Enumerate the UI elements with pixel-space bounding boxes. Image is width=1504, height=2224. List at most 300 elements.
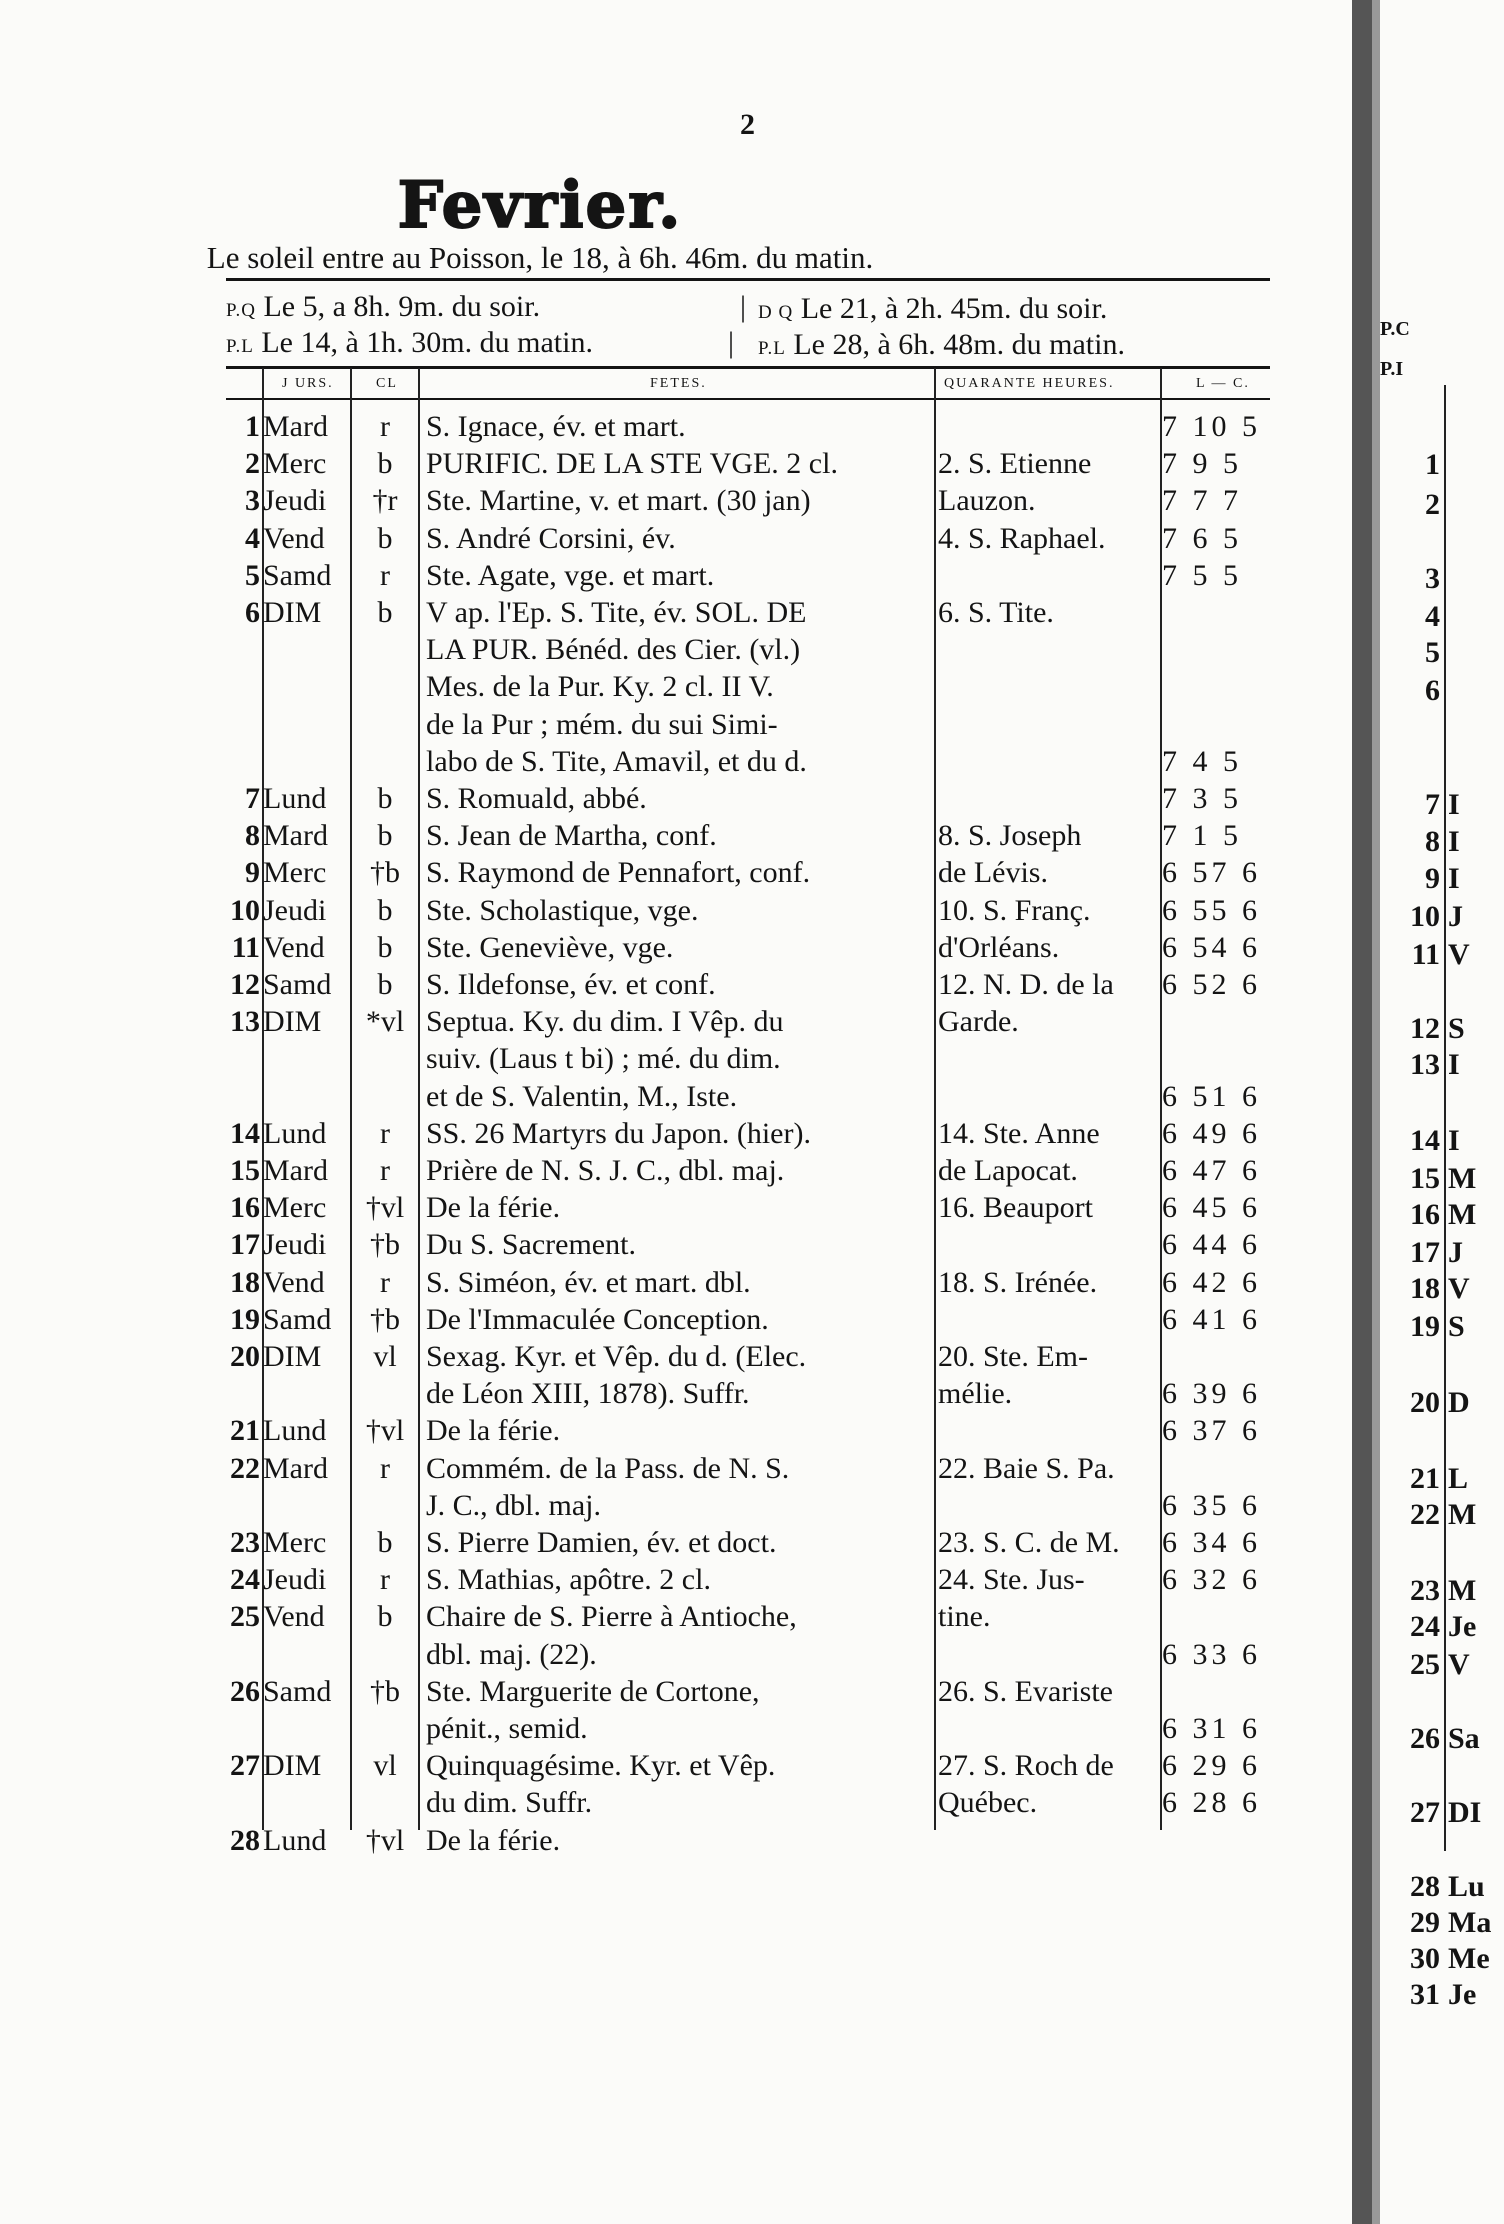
cell-qh: 8. S. Joseph xyxy=(938,819,1082,853)
table-row xyxy=(0,1450,1300,1488)
cell-jour: Jeudi xyxy=(263,484,327,518)
cell-qh: de Lévis. xyxy=(938,856,1048,890)
cell-num: 17 xyxy=(230,1228,260,1262)
right-page-row xyxy=(1380,862,1460,896)
cell-num: 2 xyxy=(245,447,260,481)
cell-qh: 12. N. D. de la xyxy=(938,968,1114,1001)
right-page-day-number: 25 xyxy=(1410,1648,1440,1681)
cell-num: 10 xyxy=(230,893,260,927)
cell-jour: Samd xyxy=(263,968,332,1001)
cell-num: 23 xyxy=(230,1526,260,1559)
right-page-row xyxy=(1380,488,1448,522)
right-page-row xyxy=(1380,636,1448,670)
column-header-lc: L — C. xyxy=(1196,376,1250,391)
cell-fete: De la férie. xyxy=(426,1823,561,1857)
right-page-day-fragment: M xyxy=(1448,1162,1477,1195)
right-page-row xyxy=(1380,1648,1470,1682)
right-page-day-number: 22 xyxy=(1410,1498,1440,1531)
right-page-day-number: 3 xyxy=(1425,562,1440,595)
cell-qh: Lauzon. xyxy=(938,484,1036,518)
cell-jour: DIM xyxy=(263,1749,322,1783)
cell-lc: 6 51 6 xyxy=(1162,1079,1261,1113)
right-page-day-fragment: I xyxy=(1448,1048,1460,1081)
cell-jour: Lund xyxy=(263,1116,327,1150)
right-page-day-fragment: V xyxy=(1448,1272,1470,1305)
right-page-row xyxy=(1380,1906,1491,1940)
table-row xyxy=(0,1301,1300,1339)
right-page-day-fragment: Sa xyxy=(1448,1722,1480,1755)
phase-text: Le 14, à 1h. 30m. du matin. xyxy=(261,326,593,359)
right-page-day-number: 17 xyxy=(1410,1236,1440,1269)
table-row xyxy=(0,1598,1300,1636)
cell-cl: *vl xyxy=(365,1005,405,1039)
table-row xyxy=(0,1226,1300,1264)
right-page-day-fragment: L xyxy=(1448,1462,1469,1495)
cell-num: 26 xyxy=(230,1674,260,1708)
cell-qh: 20. Ste. Em- xyxy=(938,1340,1088,1373)
cell-cl: b xyxy=(377,930,393,964)
right-page-day-number: 2 xyxy=(1425,488,1440,521)
cell-fete: Septua. Ky. du dim. I Vêp. du xyxy=(426,1005,784,1039)
cell-fete: V ap. l'Ep. S. Tite, év. SOL. DE xyxy=(426,596,807,629)
cell-fete: Mes. de la Pur. Ky. 2 cl. II V. xyxy=(426,670,774,704)
right-page-day-number: 5 xyxy=(1425,636,1440,669)
cell-fete: SS. 26 Martyrs du Japon. (hier). xyxy=(426,1116,811,1150)
right-page-day-fragment: I xyxy=(1448,862,1460,895)
cell-lc: 6 39 6 xyxy=(1162,1377,1261,1411)
table-row xyxy=(0,631,1300,669)
table-row xyxy=(0,482,1300,520)
cell-num: 25 xyxy=(230,1600,260,1634)
cell-cl: †b xyxy=(370,1228,400,1262)
table-row xyxy=(0,1264,1300,1302)
cell-jour: Samd xyxy=(263,1302,332,1336)
right-page-day-number: 20 xyxy=(1410,1386,1440,1419)
cell-lc: 6 54 6 xyxy=(1162,930,1261,964)
cell-jour: Lund xyxy=(263,1823,327,1857)
cell-cl: †b xyxy=(370,1674,400,1708)
table-row xyxy=(0,408,1300,446)
cell-jour: DIM xyxy=(263,1340,322,1373)
cell-lc: 7 7 7 xyxy=(1162,484,1242,518)
page-gutter-edge xyxy=(1372,0,1380,2224)
right-page-row xyxy=(1380,1942,1490,1976)
table-row xyxy=(0,1524,1300,1562)
cell-num: 8 xyxy=(245,819,260,853)
right-page-day-number: 1 xyxy=(1425,448,1440,481)
cell-qh: 14. Ste. Anne xyxy=(938,1116,1100,1150)
right-page-row xyxy=(1380,1310,1465,1344)
cell-cl: r xyxy=(380,1154,390,1187)
table-row xyxy=(0,1040,1300,1078)
right-page-day-fragment: D xyxy=(1448,1386,1470,1419)
cell-cl: b xyxy=(377,596,393,629)
right-page-header: P.I xyxy=(1380,358,1404,380)
right-page-day-number: 26 xyxy=(1410,1722,1440,1755)
cell-qh: tine. xyxy=(938,1600,991,1634)
cell-cl: b xyxy=(377,819,393,853)
right-page-day-number: 10 xyxy=(1410,900,1440,933)
cell-qh: d'Orléans. xyxy=(938,930,1060,964)
table-row xyxy=(0,1822,1300,1860)
right-page-day-fragment: M xyxy=(1448,1574,1477,1607)
cell-jour: DIM xyxy=(263,1005,322,1039)
right-page-row xyxy=(1380,448,1448,482)
right-page-row xyxy=(1380,674,1448,708)
right-page-day-number: 6 xyxy=(1425,674,1440,707)
right-page-day-fragment: Lu xyxy=(1448,1870,1485,1903)
right-page-row xyxy=(1380,1386,1470,1420)
cell-lc: 6 34 6 xyxy=(1162,1526,1261,1559)
cell-fete: De la férie. xyxy=(426,1414,561,1448)
right-page-day-fragment: Me xyxy=(1448,1942,1490,1975)
phase-text: Le 28, à 6h. 48m. du matin. xyxy=(793,328,1125,361)
cell-fete: Ste. Marguerite de Cortone, xyxy=(426,1674,760,1708)
cell-jour: Vend xyxy=(263,1600,325,1634)
cell-fete: Ste. Martine, v. et mart. (30 jan) xyxy=(426,484,811,518)
right-page-day-fragment: I xyxy=(1448,825,1460,858)
right-page-row xyxy=(1380,1272,1470,1306)
cell-lc: 6 49 6 xyxy=(1162,1116,1261,1150)
cell-cl: †vl xyxy=(365,1191,405,1225)
phase-separator: | xyxy=(728,326,735,359)
cell-num: 27 xyxy=(230,1749,260,1783)
cell-cl: b xyxy=(377,1600,393,1634)
cell-cl: b xyxy=(377,521,393,555)
right-page-row xyxy=(1380,1012,1465,1046)
right-page-row xyxy=(1380,562,1448,596)
cell-num: 20 xyxy=(230,1340,260,1373)
cell-qh: 22. Baie S. Pa. xyxy=(938,1451,1115,1485)
table-row xyxy=(0,706,1300,744)
cell-qh: 6. S. Tite. xyxy=(938,596,1054,629)
cell-cl: r xyxy=(380,1265,390,1299)
cell-qh: 27. S. Roch de xyxy=(938,1749,1114,1783)
column-header-fetes: FETES. xyxy=(650,376,707,391)
cell-fete: Quinquagésime. Kyr. et Vêp. xyxy=(426,1749,776,1783)
cell-jour: Mard xyxy=(263,819,328,853)
right-page-day-fragment: Je xyxy=(1448,1610,1477,1643)
cell-lc: 6 35 6 xyxy=(1162,1488,1261,1522)
cell-lc: 6 57 6 xyxy=(1162,856,1261,890)
right-page-day-number: 19 xyxy=(1410,1310,1440,1343)
right-page-day-fragment: I xyxy=(1448,1124,1460,1157)
cell-jour: Jeudi xyxy=(263,1563,327,1597)
sun-entry-note: Le soleil entre au Poisson, le 18, à 6h. 46m. du matin. xyxy=(206,240,874,275)
header-rule xyxy=(226,366,1270,369)
right-page-row xyxy=(1380,1796,1481,1830)
right-page-header: P.C xyxy=(1380,318,1410,340)
cell-qh: 26. S. Evariste xyxy=(938,1674,1113,1708)
table-row xyxy=(0,929,1300,967)
cell-qh: 10. S. Franç. xyxy=(938,893,1091,927)
right-page-day-number: 9 xyxy=(1425,862,1440,895)
cell-fete: Commém. de la Pass. de N. S. xyxy=(426,1451,790,1485)
cell-num: 6 xyxy=(245,596,260,629)
cell-jour: Vend xyxy=(263,930,325,964)
moon-phase-3 xyxy=(758,292,1107,326)
right-page-day-fragment: S xyxy=(1448,1310,1465,1343)
right-page-row xyxy=(1380,1498,1476,1532)
cell-lc: 6 52 6 xyxy=(1162,968,1261,1001)
table-row xyxy=(0,1078,1300,1116)
table-row xyxy=(0,1784,1300,1822)
right-page-row xyxy=(1380,600,1448,634)
cell-qh: 2. S. Etienne xyxy=(938,447,1092,481)
table-row xyxy=(0,1412,1300,1450)
right-page-day-fragment: V xyxy=(1448,1648,1470,1681)
moon-phase-2 xyxy=(226,326,593,360)
cell-qh: mélie. xyxy=(938,1377,1013,1411)
right-page-row xyxy=(1380,900,1463,934)
cell-cl: b xyxy=(377,447,393,481)
right-page-day-number: 24 xyxy=(1410,1610,1440,1643)
cell-fete: et de S. Valentin, M., Iste. xyxy=(426,1079,738,1113)
table-row xyxy=(0,594,1300,632)
right-page-row xyxy=(1380,1198,1476,1232)
table-row xyxy=(0,892,1300,930)
cell-fete: Du S. Sacrement. xyxy=(426,1228,636,1262)
table-row xyxy=(0,1003,1300,1041)
cell-fete: Sexag. Kyr. et Vêp. du d. (Elec. xyxy=(426,1340,807,1373)
cell-fete: du dim. Suffr. xyxy=(426,1786,593,1820)
table-row xyxy=(0,1561,1300,1599)
right-page-day-fragment: Ma xyxy=(1448,1906,1492,1939)
cell-cl: †vl xyxy=(365,1414,405,1448)
cell-cl: r xyxy=(380,410,390,443)
cell-jour: Merc xyxy=(263,1526,327,1559)
right-page-row xyxy=(1380,1048,1460,1082)
cell-lc: 6 28 6 xyxy=(1162,1786,1261,1820)
cell-fete: S. Raymond de Pennafort, conf. xyxy=(426,856,811,890)
phase-text: Le 5, a 8h. 9m. du soir. xyxy=(263,290,541,323)
cell-jour: Merc xyxy=(263,856,327,890)
cell-lc: 6 44 6 xyxy=(1162,1228,1261,1262)
cell-lc: 6 29 6 xyxy=(1162,1749,1261,1783)
cell-num: 24 xyxy=(230,1563,260,1597)
cell-num: 15 xyxy=(230,1154,260,1187)
right-page-row xyxy=(1380,1236,1463,1270)
cell-cl: †b xyxy=(370,856,400,890)
right-page-day-number: 30 xyxy=(1410,1942,1440,1975)
cell-qh: 16. Beauport xyxy=(938,1191,1093,1225)
cell-cl: r xyxy=(380,1451,390,1485)
cell-lc: 6 45 6 xyxy=(1162,1191,1261,1225)
cell-fete: S. Siméon, év. et mart. dbl. xyxy=(426,1265,751,1299)
cell-jour: Mard xyxy=(263,1154,328,1187)
right-page-row xyxy=(1380,1462,1468,1496)
cell-fete: Ste. Agate, vge. et mart. xyxy=(426,558,715,592)
phase-text: Le 21, à 2h. 45m. du soir. xyxy=(800,292,1108,325)
cell-num: 21 xyxy=(230,1414,260,1448)
cell-fete: suiv. (Laus t bi) ; mé. du dim. xyxy=(426,1042,781,1076)
cell-cl: †r xyxy=(372,484,398,518)
table-row xyxy=(0,1710,1300,1748)
right-page-day-number: 21 xyxy=(1410,1462,1440,1495)
right-page-day-fragment: M xyxy=(1448,1498,1477,1531)
cell-fete: J. C., dbl. maj. xyxy=(426,1488,602,1522)
right-page-day-fragment: S xyxy=(1448,1012,1465,1045)
right-page-row xyxy=(1380,938,1470,972)
table-row xyxy=(0,520,1300,558)
right-page-day-fragment: I xyxy=(1448,788,1460,821)
right-page-day-fragment: J xyxy=(1448,900,1463,933)
cell-cl: r xyxy=(380,1116,390,1150)
cell-lc: 6 41 6 xyxy=(1162,1302,1261,1336)
cell-jour: Lund xyxy=(263,782,327,815)
phase-abbr: P.Q xyxy=(226,300,256,321)
cell-fete: De l'Immaculée Conception. xyxy=(426,1302,769,1336)
cell-fete: S. Jean de Martha, conf. xyxy=(426,819,717,853)
cell-cl: b xyxy=(377,1526,393,1559)
right-page-day-number: 27 xyxy=(1410,1796,1440,1829)
cell-num: 18 xyxy=(230,1265,260,1299)
right-page-day-number: 4 xyxy=(1425,600,1440,633)
cell-cl: †vl xyxy=(365,1823,405,1857)
right-page-fragment xyxy=(1380,0,1504,2224)
cell-num: 14 xyxy=(230,1116,260,1150)
phase-separator: | xyxy=(740,290,747,323)
cell-fete: Ste. Scholastique, vge. xyxy=(426,893,699,927)
cell-qh: 23. S. C. de M. xyxy=(938,1526,1120,1559)
cell-fete: Prière de N. S. J. C., dbl. maj. xyxy=(426,1154,785,1187)
cell-lc: 6 47 6 xyxy=(1162,1154,1261,1187)
cell-fete: dbl. maj. (22). xyxy=(426,1637,597,1671)
right-page-row xyxy=(1380,1610,1476,1644)
cell-cl: vl xyxy=(373,1340,397,1373)
cell-fete: S. Ignace, év. et mart. xyxy=(426,410,686,443)
table-row xyxy=(0,743,1300,781)
phase-abbr: P.L xyxy=(758,338,786,359)
cell-fete: Ste. Geneviève, vge. xyxy=(426,930,674,964)
cell-qh: 18. S. Irénée. xyxy=(938,1265,1098,1299)
cell-lc: 7 1 5 xyxy=(1162,819,1242,853)
table-row xyxy=(0,1375,1300,1413)
cell-num: 19 xyxy=(230,1302,260,1336)
cell-fete: Chaire de S. Pierre à Antioche, xyxy=(426,1600,797,1634)
right-page-row xyxy=(1380,1870,1485,1904)
right-page-row xyxy=(1380,788,1460,822)
right-page-day-fragment: J xyxy=(1448,1236,1463,1269)
cell-num: 4 xyxy=(245,521,260,555)
column-header-jours: J URS. xyxy=(282,376,334,391)
cell-lc: 6 55 6 xyxy=(1162,893,1261,927)
cell-num: 12 xyxy=(230,968,260,1001)
phase-abbr: P.L xyxy=(226,336,254,357)
cell-lc: 7 3 5 xyxy=(1162,782,1242,815)
right-page-row xyxy=(1380,1722,1480,1756)
table-row xyxy=(0,668,1300,706)
month-title: Fevrier. xyxy=(397,168,683,243)
cell-qh: de Lapocat. xyxy=(938,1154,1078,1187)
header-rule-bottom xyxy=(226,398,1270,400)
cell-jour: DIM xyxy=(263,596,322,629)
cell-fete: LA PUR. Bénéd. des Cier. (vl.) xyxy=(426,633,801,667)
cell-jour: Mard xyxy=(263,1451,328,1485)
table-row xyxy=(0,780,1300,818)
table-row xyxy=(0,557,1300,595)
right-page-day-number: 11 xyxy=(1411,938,1440,971)
phase-abbr: D Q xyxy=(758,302,794,323)
right-page-day-number: 7 xyxy=(1425,788,1440,821)
page-gutter xyxy=(1352,0,1372,2224)
cell-jour: Samd xyxy=(263,1674,332,1708)
cell-lc: 7 4 5 xyxy=(1162,744,1242,778)
cell-fete: S. Ildefonse, év. et conf. xyxy=(426,968,716,1001)
cell-qh: 4. S. Raphael. xyxy=(938,521,1106,555)
right-page-day-number: 14 xyxy=(1410,1124,1440,1157)
table-row xyxy=(0,1747,1300,1785)
cell-jour: Mard xyxy=(263,410,328,443)
table-row xyxy=(0,817,1300,855)
cell-jour: Samd xyxy=(263,558,332,592)
table-row xyxy=(0,1152,1300,1190)
table-row xyxy=(0,1189,1300,1227)
right-page-day-number: 18 xyxy=(1410,1272,1440,1305)
cell-cl: r xyxy=(380,558,390,592)
cell-num: 9 xyxy=(245,856,260,890)
column-header-quarante: QUARANTE HEURES. xyxy=(944,376,1115,391)
cell-num: 1 xyxy=(245,410,260,443)
cell-qh: 24. Ste. Jus- xyxy=(938,1563,1085,1597)
cell-jour: Vend xyxy=(263,1265,325,1299)
right-page-day-number: 29 xyxy=(1410,1906,1440,1939)
cell-num: 3 xyxy=(245,484,260,518)
cell-num: 22 xyxy=(230,1451,260,1485)
cell-lc: 6 32 6 xyxy=(1162,1563,1261,1597)
right-page-day-number: 28 xyxy=(1410,1870,1440,1903)
cell-num: 13 xyxy=(230,1005,260,1039)
table-row xyxy=(0,1115,1300,1153)
right-page-row xyxy=(1380,825,1460,859)
right-page-row xyxy=(1380,1978,1476,2012)
cell-jour: Merc xyxy=(263,447,327,481)
right-page-day-fragment: Je xyxy=(1448,1978,1477,2011)
page-number: 2 xyxy=(740,108,755,141)
cell-lc: 7 9 5 xyxy=(1162,447,1242,481)
cell-fete: labo de S. Tite, Amavil, et du d. xyxy=(426,744,807,778)
column-header-cl: CL xyxy=(376,376,398,391)
cell-fete: S. Mathias, apôtre. 2 cl. xyxy=(426,1563,711,1597)
cell-fete: de la Pur ; mém. du sui Simi- xyxy=(426,707,778,741)
cell-cl: b xyxy=(377,782,393,815)
table-row xyxy=(0,1673,1300,1711)
table-row xyxy=(0,1338,1300,1376)
cell-fete: S. André Corsini, év. xyxy=(426,521,676,555)
table-row xyxy=(0,1636,1300,1674)
right-page-day-number: 23 xyxy=(1410,1574,1440,1607)
cell-cl: b xyxy=(377,968,393,1001)
cell-fete: de Léon XIII, 1878). Suffr. xyxy=(426,1377,750,1411)
cell-num: 7 xyxy=(245,782,260,815)
cell-lc: 7 5 5 xyxy=(1162,558,1242,592)
moon-phase-1 xyxy=(226,290,540,324)
right-page-day-number: 15 xyxy=(1410,1162,1440,1195)
cell-lc: 6 31 6 xyxy=(1162,1712,1261,1745)
right-page-day-number: 8 xyxy=(1425,825,1440,858)
table-row xyxy=(0,854,1300,892)
cell-fete: PURIFIC. DE LA STE VGE. 2 cl. xyxy=(426,447,838,481)
cell-cl: †b xyxy=(370,1302,400,1336)
cell-qh: Québec. xyxy=(938,1786,1038,1820)
cell-lc: 6 42 6 xyxy=(1162,1265,1261,1299)
right-page-day-number: 12 xyxy=(1410,1012,1440,1045)
cell-fete: pénit., semid. xyxy=(426,1712,588,1745)
cell-jour: Jeudi xyxy=(263,893,327,927)
cell-num: 11 xyxy=(231,930,260,964)
right-page-day-number: 31 xyxy=(1410,1978,1440,2011)
cell-lc: 6 33 6 xyxy=(1162,1637,1261,1671)
